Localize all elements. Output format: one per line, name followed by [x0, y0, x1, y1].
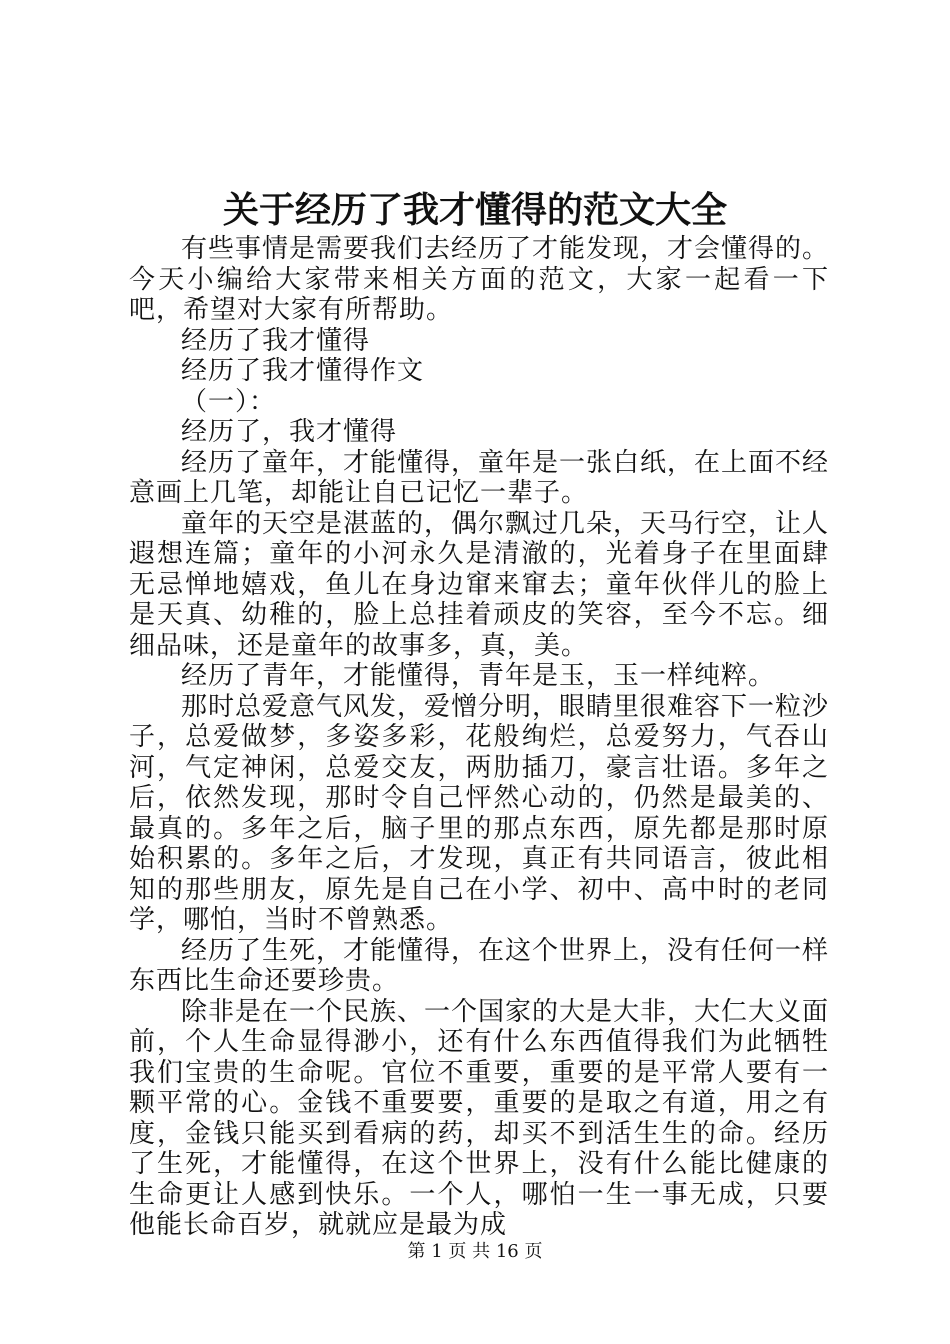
- paragraph-youth-detail: 那时总爱意气风发，爱憎分明，眼睛里很难容下一粒沙子，总爱做梦，多姿多彩，花般绚烂，总爱努力，气吞山河，气定神闲，总爱交友，两肋插刀，豪言壮语。多年之后，依然发现，那时令自己怦然心动的，仍然是最美的、最真的。多年之后，脑子里的那点东西，原先都是那时原始积累的。多年之后，才发现，真正有共同语言，彼此相知的那些朋友，原先是自己在小学、初中、高中时的老同学，哪怕，当时不曾熟悉。: [129, 691, 830, 935]
- paragraph-life-detail: 除非是在一个民族、一个国家的大是大非，大仁大义面前，个人生命显得渺小，还有什么东西值得我们为此牺牲我们宝贵的生命呢。官位不重要，重要的是平常人要有一颗平常的心。金钱不重要要，重要的是取之有道，用之有度，金钱只能买到看病的药，却买不到活生生的命。经历了生死，才能懂得，在这个世界上，没有什么能比健康的生命更让人感到快乐。一个人，哪怕一生一事无成，只要他能长命百岁，就就应是最为成: [129, 996, 830, 1240]
- page-footer: 第 1 页 共 16 页: [407, 1241, 543, 1262]
- paragraph-life-death: 经历了生死，才能懂得，在这个世界上，没有任何一样东西比生命还要珍贵。: [129, 935, 830, 996]
- paragraph-childhood: 经历了童年，才能懂得，童年是一张白纸，在上面不经意画上几笔，却能让自已记忆一辈子。: [129, 447, 830, 508]
- paragraph-heading: 经历了我才懂得: [181, 325, 371, 356]
- paragraph-childhood-detail: 童年的天空是湛蓝的，偶尔飘过几朵，天马行空，让人遐想连篇；童年的小河永久是清澈的，光着身子在里面肆无忌惮地嬉戏，鱼儿在身边窜来窜去；童年伙伴儿的脸上是天真、幼稚的，脸上总挂着顽皮的笑容，至今不忘。细细品味，还是童年的故事多，真，美。: [129, 508, 830, 661]
- paragraph-intro: 有些事情是需要我们去经历了才能发现，才会懂得的。今天小编给大家带来相关方面的范文，大家一起看一下吧，希望对大家有所帮助。: [129, 234, 830, 325]
- document-title: 关于经历了我才懂得的范文大全: [222, 189, 727, 231]
- paragraph-subheading: 经历了我才懂得作文: [181, 356, 425, 386]
- document-body: [129, 234, 829, 1241]
- paragraph-section-number: （一）：: [181, 386, 277, 417]
- paragraph-essay-title: 经历了，我才懂得: [181, 417, 398, 447]
- paragraph-youth: 经历了青年，才能懂得，青年是玉，玉一样纯粹。: [181, 661, 776, 691]
